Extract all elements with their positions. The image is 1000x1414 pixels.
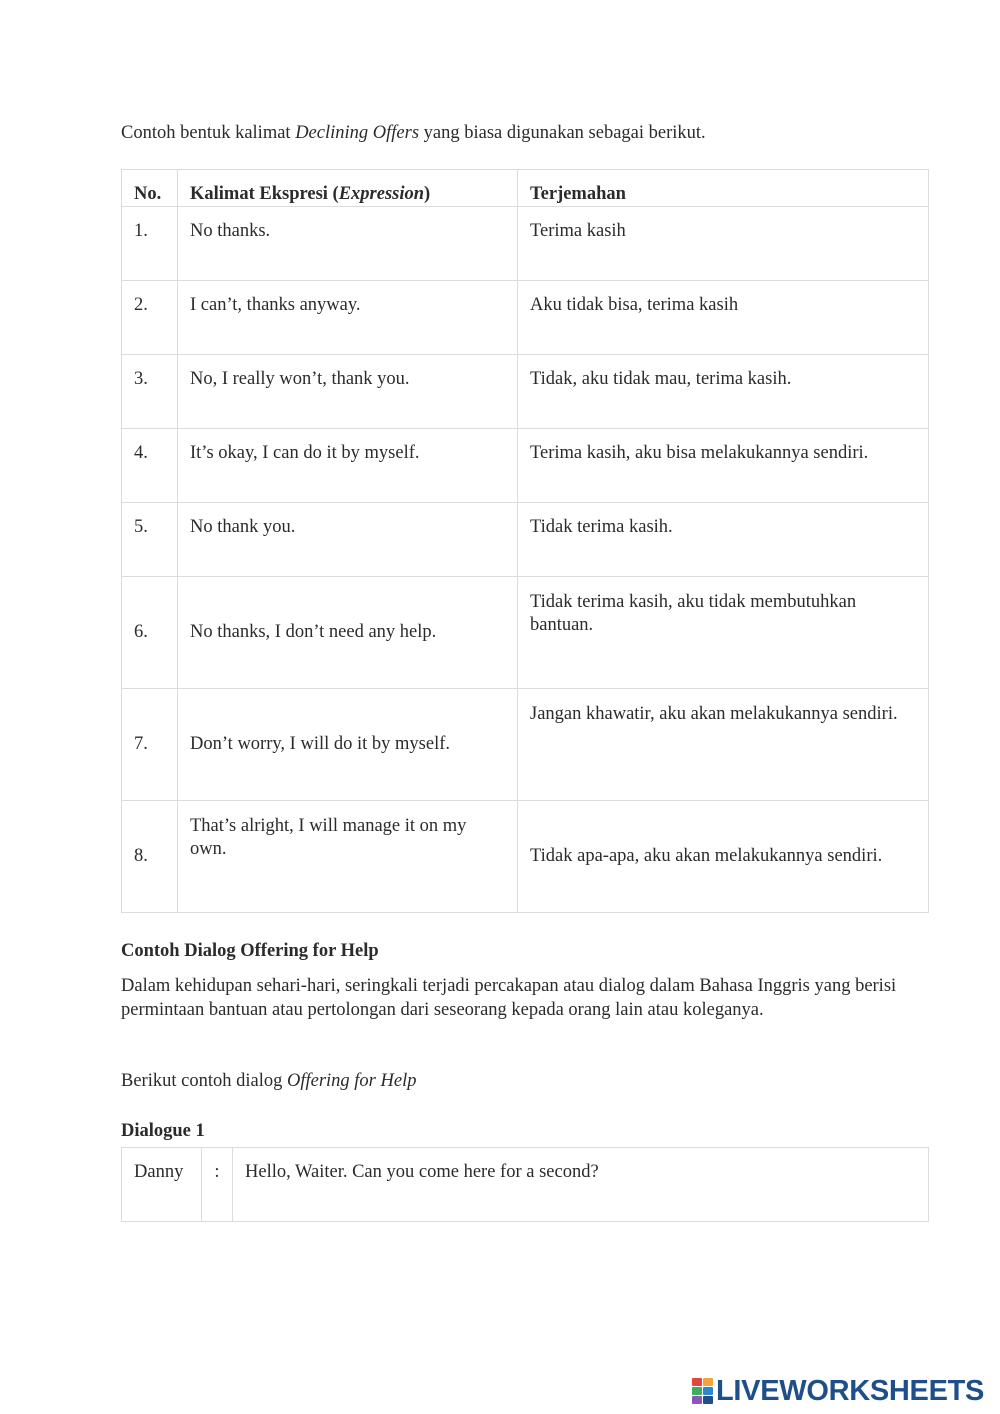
table-row	[122, 355, 929, 429]
table-header-row	[122, 170, 929, 207]
row-translation: Terima kasih	[518, 207, 929, 281]
row-translation: Tidak terima kasih, aku tidak membutuhkan bantuan.	[518, 577, 929, 689]
row-number: 4.	[122, 429, 178, 503]
row-translation: Tidak apa-apa, aku akan melakukannya sendiri.	[518, 801, 929, 913]
row-expression: No thank you.	[178, 503, 518, 577]
intro-emphasis: Declining Offers	[295, 123, 420, 143]
row-expression: No thanks, I don’t need any help.	[178, 577, 518, 689]
logo-text: LIVEWORKSHEETS	[716, 1375, 985, 1407]
row-number: 6.	[122, 577, 178, 689]
header-no: No.	[122, 170, 178, 207]
row-translation: Jangan khawatir, aku akan melakukannya sendiri.	[518, 689, 929, 801]
intro-sentence	[121, 121, 706, 145]
dialogue-text: Hello, Waiter. Can you come here for a second?	[233, 1148, 929, 1222]
row-expression: It’s okay, I can do it by myself.	[178, 429, 518, 503]
row-number: 2.	[122, 281, 178, 355]
liveworksheets-logo-icon	[692, 1378, 713, 1404]
section-paragraph: Dalam kehidupan sehari-hari, seringkali terjadi percakapan atau dialog dalam Bahasa Inggris yang berisi permintaan bantuan atau pertolongan dari seseorang kepada orang lain atau koleganya.	[121, 976, 897, 1020]
dialogue-heading: Dialogue 1	[121, 1121, 205, 1141]
row-translation: Tidak, aku tidak mau, terima kasih.	[518, 355, 929, 429]
intro-text: Contoh bentuk kalimat	[121, 123, 296, 143]
row-expression: No, I really won’t, thank you.	[178, 355, 518, 429]
header-translation: Terjemahan	[518, 170, 929, 207]
dialogue-table	[121, 1147, 929, 1222]
row-expression: No thanks.	[178, 207, 518, 281]
row-translation: Aku tidak bisa, terima kasih	[518, 281, 929, 355]
row-expression: I can’t, thanks anyway.	[178, 281, 518, 355]
row-number: 8.	[122, 801, 178, 913]
intro-text-end: yang biasa digunakan sebagai berikut.	[419, 123, 706, 143]
dialogue-line	[122, 1148, 929, 1222]
row-expression: Don’t worry, I will do it by myself.	[178, 689, 518, 801]
row-number: 7.	[122, 689, 178, 801]
section-heading: Contoh Dialog Offering for Help	[121, 941, 379, 961]
table-row	[122, 577, 929, 689]
table-row	[122, 281, 929, 355]
dialogue-separator: :	[202, 1148, 233, 1222]
row-number: 3.	[122, 355, 178, 429]
row-translation: Terima kasih, aku bisa melakukannya sendiri.	[518, 429, 929, 503]
table-row	[122, 207, 929, 281]
row-expression: That’s alright, I will manage it on my own.	[178, 801, 518, 913]
liveworksheets-logo[interactable]	[692, 1374, 984, 1408]
table-row	[122, 503, 929, 577]
row-translation: Tidak terima kasih.	[518, 503, 929, 577]
table-row	[122, 689, 929, 801]
header-expression: Kalimat Ekspresi (Expression)	[178, 170, 518, 207]
table-row	[122, 429, 929, 503]
row-number: 5.	[122, 503, 178, 577]
declining-offers-table	[121, 169, 929, 913]
dialog-lead-sentence: Berikut contoh dialog Offering for Help	[121, 1071, 417, 1091]
table-row	[122, 801, 929, 913]
dialogue-speaker: Danny	[122, 1148, 202, 1222]
row-number: 1.	[122, 207, 178, 281]
